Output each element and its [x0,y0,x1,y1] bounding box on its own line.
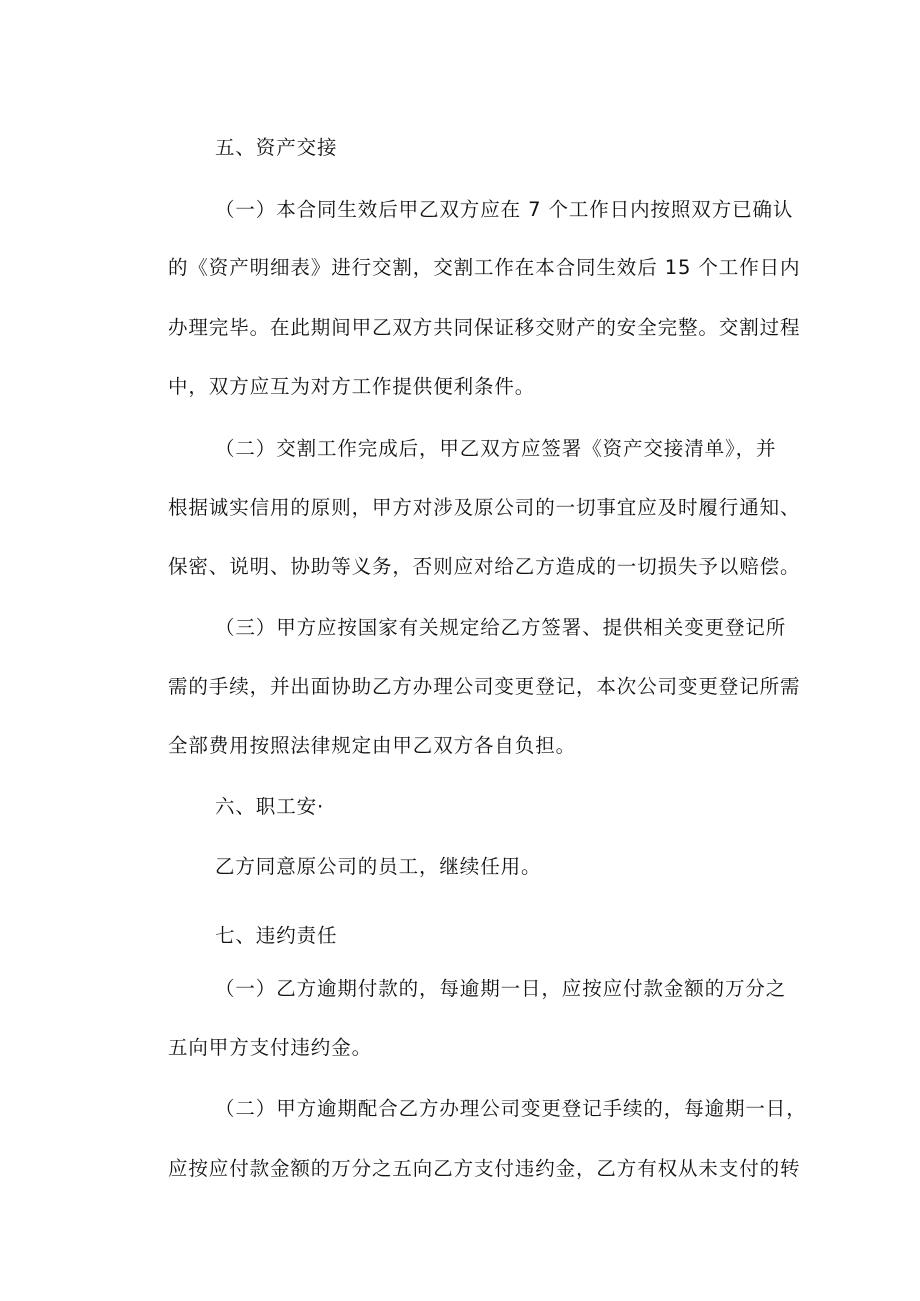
paragraph-line: 中，双方应互为对方工作提供便利条件。 [168,375,536,398]
section-heading-asset-handover: 五、资产交接 [215,136,338,159]
paragraph-line: （二）交割工作完成后，甲乙双方应签署《资产交接清单》，并 [215,437,777,460]
paragraph-line: （一）本合同生效后甲乙双方应在 7 个工作日内按照双方已确认 [215,198,794,221]
paragraph-line: （三）甲方应按国家有关规定给乙方签署、提供相关变更登记所 [215,616,787,639]
paragraph-line: 五向甲方支付违约金。 [168,1036,373,1059]
paragraph-line: 应按应付款金额的万分之五向乙方支付违约金，乙方有权从未支付的转 [168,1157,801,1180]
paragraph-line: 全部费用按照法律规定由甲乙双方各自负担。 [168,734,577,757]
paragraph-line: （一）乙方逾期付款的，每逾期一日，应按应付款金额的万分之 [215,977,787,1000]
paragraph-line: 的《资产明细表》进行交割，交割工作在本合同生效后 15 个工作日内 [168,256,801,279]
paragraph-line: 办理完毕。在此期间甲乙双方共同保证移交财产的安全完整。交割过程 [168,316,801,339]
paragraph-line: 根据诚实信用的原则，甲方对涉及原公司的一切事宜应及时履行通知、 [168,496,801,519]
section-heading-breach-liability: 七、违约责任 [215,924,338,947]
paragraph-line: （二）甲方逾期配合乙方办理公司变更登记手续的，每逾期一日， [215,1097,807,1120]
paragraph-line: 保密、说明、协助等义务，否则应对给乙方造成的一切损失予以赔偿。 [168,555,801,578]
section-heading-staff: 六、职工安· [215,795,325,818]
paragraph-line: 需的手续，并出面协助乙方办理公司变更登记，本次公司变更登记所需 [168,675,801,698]
paragraph-line: 乙方同意原公司的员工，继续任用。 [215,855,542,878]
